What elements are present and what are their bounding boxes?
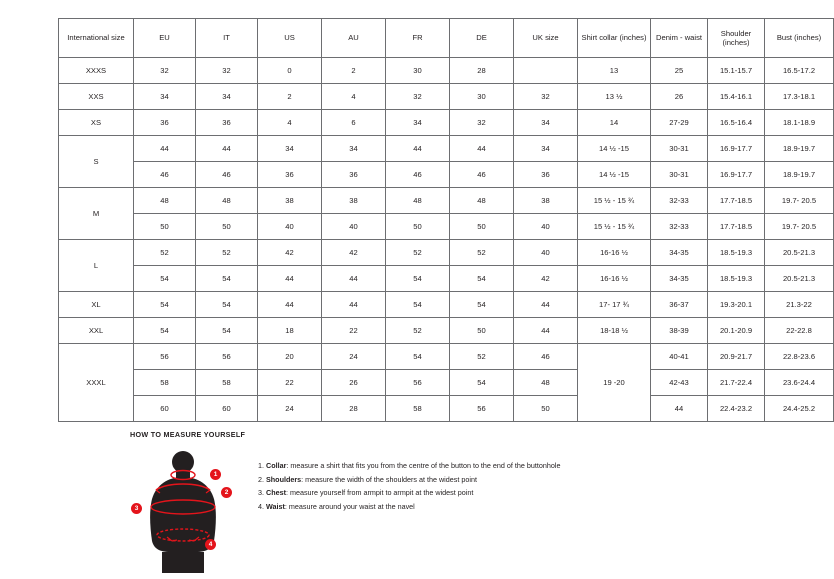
cell-eu: 36: [134, 110, 196, 136]
cell-denim-waist: 26: [651, 84, 708, 110]
cell-shoulder: 18.5-19.3: [708, 240, 765, 266]
cell-au: 4: [322, 84, 386, 110]
cell-bust: 20.5-21.3: [765, 240, 834, 266]
cell-it: 44: [196, 136, 258, 162]
table-row: [59, 84, 834, 110]
cell-international-size: XS: [59, 110, 134, 136]
cell-uk: 44: [514, 292, 578, 318]
cell-international-size: M: [59, 188, 134, 240]
cell-de: 56: [450, 396, 514, 422]
cell-au: 44: [322, 292, 386, 318]
cell-us: 2: [258, 84, 322, 110]
cell-de: 54: [450, 370, 514, 396]
table-header: [59, 19, 834, 58]
cell-de: 32: [450, 110, 514, 136]
table-row: [59, 266, 834, 292]
cell-fr: 50: [386, 214, 450, 240]
table-row: [59, 240, 834, 266]
cell-uk: 36: [514, 162, 578, 188]
cell-de: 52: [450, 240, 514, 266]
cell-de: 50: [450, 318, 514, 344]
table-row: [59, 318, 834, 344]
cell-international-size: XXXL: [59, 344, 134, 422]
table-row: [59, 110, 834, 136]
cell-fr: 44: [386, 136, 450, 162]
cell-eu: 56: [134, 344, 196, 370]
cell-shirt-collar: 17- 17 ¾: [578, 292, 651, 318]
column-header-au: AU: [322, 19, 386, 58]
cell-international-size: XL: [59, 292, 134, 318]
cell-de: 46: [450, 162, 514, 188]
measurement-figure: [130, 449, 240, 574]
column-header-de: DE: [450, 19, 514, 58]
column-header-it: IT: [196, 19, 258, 58]
column-header-us: US: [258, 19, 322, 58]
cell-shirt-collar: 16-16 ½: [578, 266, 651, 292]
cell-uk: 44: [514, 318, 578, 344]
cell-bust: 22.8-23.6: [765, 344, 834, 370]
cell-eu: 54: [134, 318, 196, 344]
cell-eu: 48: [134, 188, 196, 214]
cell-shoulder: 20.9-21.7: [708, 344, 765, 370]
badge-chest: 3: [131, 503, 142, 514]
cell-eu: 54: [134, 266, 196, 292]
cell-denim-waist: 36-37: [651, 292, 708, 318]
cell-au: 26: [322, 370, 386, 396]
table-header-row: [59, 19, 834, 58]
cell-shirt-collar: 18-18 ½: [578, 318, 651, 344]
cell-bust: 23.6-24.4: [765, 370, 834, 396]
cell-shoulder: 22.4-23.2: [708, 396, 765, 422]
instruction-label: Collar: [266, 461, 287, 470]
cell-us: 36: [258, 162, 322, 188]
how-to-measure-body: [130, 449, 770, 574]
column-header-uk-size: UK size: [514, 19, 578, 58]
cell-eu: 54: [134, 292, 196, 318]
cell-denim-waist: 34-35: [651, 266, 708, 292]
cell-shoulder: 16.9-17.7: [708, 136, 765, 162]
cell-us: 44: [258, 266, 322, 292]
cell-shirt-collar: 14 ½ -15: [578, 162, 651, 188]
instruction-item: [258, 473, 560, 487]
cell-de: 48: [450, 188, 514, 214]
instruction-item: [258, 459, 560, 473]
cell-denim-waist: 25: [651, 58, 708, 84]
cell-shoulder: 18.5-19.3: [708, 266, 765, 292]
cell-us: 18: [258, 318, 322, 344]
cell-us: 44: [258, 292, 322, 318]
table-row: [59, 162, 834, 188]
cell-it: 46: [196, 162, 258, 188]
cell-uk: 34: [514, 110, 578, 136]
badge-collar: 1: [210, 469, 221, 480]
cell-it: 56: [196, 344, 258, 370]
cell-eu: 32: [134, 58, 196, 84]
cell-fr: 54: [386, 344, 450, 370]
table-row: [59, 214, 834, 240]
badge-waist: 4: [205, 539, 216, 550]
instruction-list: [258, 459, 560, 514]
cell-international-size: L: [59, 240, 134, 292]
cell-international-size: XXXS: [59, 58, 134, 84]
cell-shirt-collar: 15 ½ - 15 ¾: [578, 214, 651, 240]
cell-us: 0: [258, 58, 322, 84]
table-row: [59, 370, 834, 396]
cell-de: 54: [450, 292, 514, 318]
cell-au: 24: [322, 344, 386, 370]
cell-shoulder: 15.1-15.7: [708, 58, 765, 84]
instruction-item: [258, 486, 560, 500]
cell-au: 42: [322, 240, 386, 266]
cell-it: 34: [196, 84, 258, 110]
cell-shoulder: 16.9-17.7: [708, 162, 765, 188]
cell-us: 34: [258, 136, 322, 162]
cell-denim-waist: 38-39: [651, 318, 708, 344]
cell-au: 6: [322, 110, 386, 136]
instruction-label: Chest: [266, 488, 286, 498]
cell-au: 22: [322, 318, 386, 344]
instruction-text: : measure yourself from armpit to armpit at the widest point: [285, 488, 474, 498]
cell-eu: 52: [134, 240, 196, 266]
cell-shoulder: 15.4-16.1: [708, 84, 765, 110]
cell-shoulder: 21.7-22.4: [708, 370, 765, 396]
cell-au: 38: [322, 188, 386, 214]
cell-bust: 17.3-18.1: [765, 84, 834, 110]
cell-bust: 20.5-21.3: [765, 266, 834, 292]
how-to-measure-title: HOW TO MEASURE YOURSELF: [130, 430, 246, 439]
cell-uk: 34: [514, 136, 578, 162]
table-row: [59, 292, 834, 318]
cell-us: 38: [258, 188, 322, 214]
badge-shoulders: 2: [221, 487, 232, 498]
cell-bust: 18.9-19.7: [765, 136, 834, 162]
table-row: [59, 188, 834, 214]
cell-bust: 21.3-22: [765, 292, 834, 318]
cell-fr: 34: [386, 110, 450, 136]
cell-de: 44: [450, 136, 514, 162]
cell-us: 4: [258, 110, 322, 136]
cell-de: 30: [450, 84, 514, 110]
instruction-text: : measure the width of the shoulders at the widest point: [301, 474, 477, 484]
cell-us: 22: [258, 370, 322, 396]
column-header-fr: FR: [386, 19, 450, 58]
cell-international-size: XXL: [59, 318, 134, 344]
cell-eu: 60: [134, 396, 196, 422]
cell-bust: 19.7- 20.5: [765, 188, 834, 214]
cell-us: 42: [258, 240, 322, 266]
cell-shoulder: 17.7-18.5: [708, 214, 765, 240]
instruction-item: [258, 500, 560, 514]
cell-shirt-collar: 14: [578, 110, 651, 136]
instruction-text: : measure a shirt that fits you from the centre of the button to the end of the buttonhole: [286, 461, 561, 470]
cell-eu: 44: [134, 136, 196, 162]
cell-denim-waist: 44: [651, 396, 708, 422]
cell-shirt-collar: 13 ½: [578, 84, 651, 110]
cell-denim-waist: 30-31: [651, 162, 708, 188]
cell-de: 54: [450, 266, 514, 292]
cell-denim-waist: 42-43: [651, 370, 708, 396]
column-header-eu: EU: [134, 19, 196, 58]
cell-it: 54: [196, 266, 258, 292]
cell-us: 40: [258, 214, 322, 240]
cell-shirt-collar: 13: [578, 58, 651, 84]
how-to-measure-section: [130, 430, 770, 574]
cell-shoulder: 17.7-18.5: [708, 188, 765, 214]
cell-it: 58: [196, 370, 258, 396]
table-row: [59, 58, 834, 84]
cell-bust: 24.4-25.2: [765, 396, 834, 422]
cell-bust: 18.9-19.7: [765, 162, 834, 188]
table-body: [59, 58, 834, 422]
cell-bust: 18.1-18.9: [765, 110, 834, 136]
measurement-instructions: [258, 449, 560, 514]
cell-it: 48: [196, 188, 258, 214]
torso-diagram-icon: [130, 449, 240, 574]
cell-denim-waist: 40-41: [651, 344, 708, 370]
cell-fr: 54: [386, 266, 450, 292]
cell-fr: 58: [386, 396, 450, 422]
cell-fr: 52: [386, 318, 450, 344]
cell-fr: 46: [386, 162, 450, 188]
cell-denim-waist: 32-33: [651, 188, 708, 214]
cell-denim-waist: 34-35: [651, 240, 708, 266]
cell-eu: 58: [134, 370, 196, 396]
cell-it: 54: [196, 292, 258, 318]
cell-au: 36: [322, 162, 386, 188]
cell-it: 36: [196, 110, 258, 136]
cell-us: 20: [258, 344, 322, 370]
column-header-shoulder: Shoulder (inches): [708, 19, 765, 58]
column-header-international-size: International size: [59, 19, 134, 58]
column-header-shirt-collar: Shirt collar (inches): [578, 19, 651, 58]
cell-denim-waist: 32-33: [651, 214, 708, 240]
cell-uk: 40: [514, 240, 578, 266]
cell-fr: 54: [386, 292, 450, 318]
cell-eu: 50: [134, 214, 196, 240]
cell-denim-waist: 30-31: [651, 136, 708, 162]
cell-fr: 56: [386, 370, 450, 396]
instruction-label: Shoulders: [266, 474, 302, 484]
column-header-denim-waist: Denim - waist: [651, 19, 708, 58]
cell-uk: 32: [514, 84, 578, 110]
cell-uk: 50: [514, 396, 578, 422]
cell-uk: 46: [514, 344, 578, 370]
cell-au: 28: [322, 396, 386, 422]
cell-shirt-collar: 14 ½ -15: [578, 136, 651, 162]
cell-uk: [514, 58, 578, 84]
cell-fr: 52: [386, 240, 450, 266]
cell-it: 60: [196, 396, 258, 422]
cell-it: 32: [196, 58, 258, 84]
cell-fr: 48: [386, 188, 450, 214]
cell-eu: 46: [134, 162, 196, 188]
cell-shoulder: 19.3-20.1: [708, 292, 765, 318]
cell-shirt-collar: 15 ½ - 15 ¾: [578, 188, 651, 214]
cell-it: 54: [196, 318, 258, 344]
cell-uk: 38: [514, 188, 578, 214]
cell-de: 28: [450, 58, 514, 84]
cell-bust: 16.5-17.2: [765, 58, 834, 84]
cell-bust: 22-22.8: [765, 318, 834, 344]
cell-au: 44: [322, 266, 386, 292]
cell-international-size: S: [59, 136, 134, 188]
cell-au: 40: [322, 214, 386, 240]
cell-uk: 48: [514, 370, 578, 396]
table-row: [59, 136, 834, 162]
cell-fr: 30: [386, 58, 450, 84]
cell-au: 34: [322, 136, 386, 162]
cell-uk: 42: [514, 266, 578, 292]
cell-de: 52: [450, 344, 514, 370]
cell-shoulder: 16.5-16.4: [708, 110, 765, 136]
cell-us: 24: [258, 396, 322, 422]
cell-international-size: XXS: [59, 84, 134, 110]
table-row: [59, 344, 834, 370]
instruction-text: : measure around your waist at the navel: [284, 502, 415, 512]
cell-uk: 40: [514, 214, 578, 240]
cell-eu: 34: [134, 84, 196, 110]
cell-denim-waist: 27-29: [651, 110, 708, 136]
cell-shirt-collar: 19 -20: [578, 344, 651, 422]
cell-au: 2: [322, 58, 386, 84]
table-row: [59, 396, 834, 422]
size-chart-table: [58, 18, 834, 422]
cell-fr: 32: [386, 84, 450, 110]
instruction-label: Waist: [266, 502, 285, 512]
cell-shoulder: 20.1-20.9: [708, 318, 765, 344]
cell-it: 52: [196, 240, 258, 266]
cell-shirt-collar: 16-16 ½: [578, 240, 651, 266]
column-header-bust: Bust (inches): [765, 19, 834, 58]
cell-bust: 19.7- 20.5: [765, 214, 834, 240]
cell-de: 50: [450, 214, 514, 240]
cell-it: 50: [196, 214, 258, 240]
